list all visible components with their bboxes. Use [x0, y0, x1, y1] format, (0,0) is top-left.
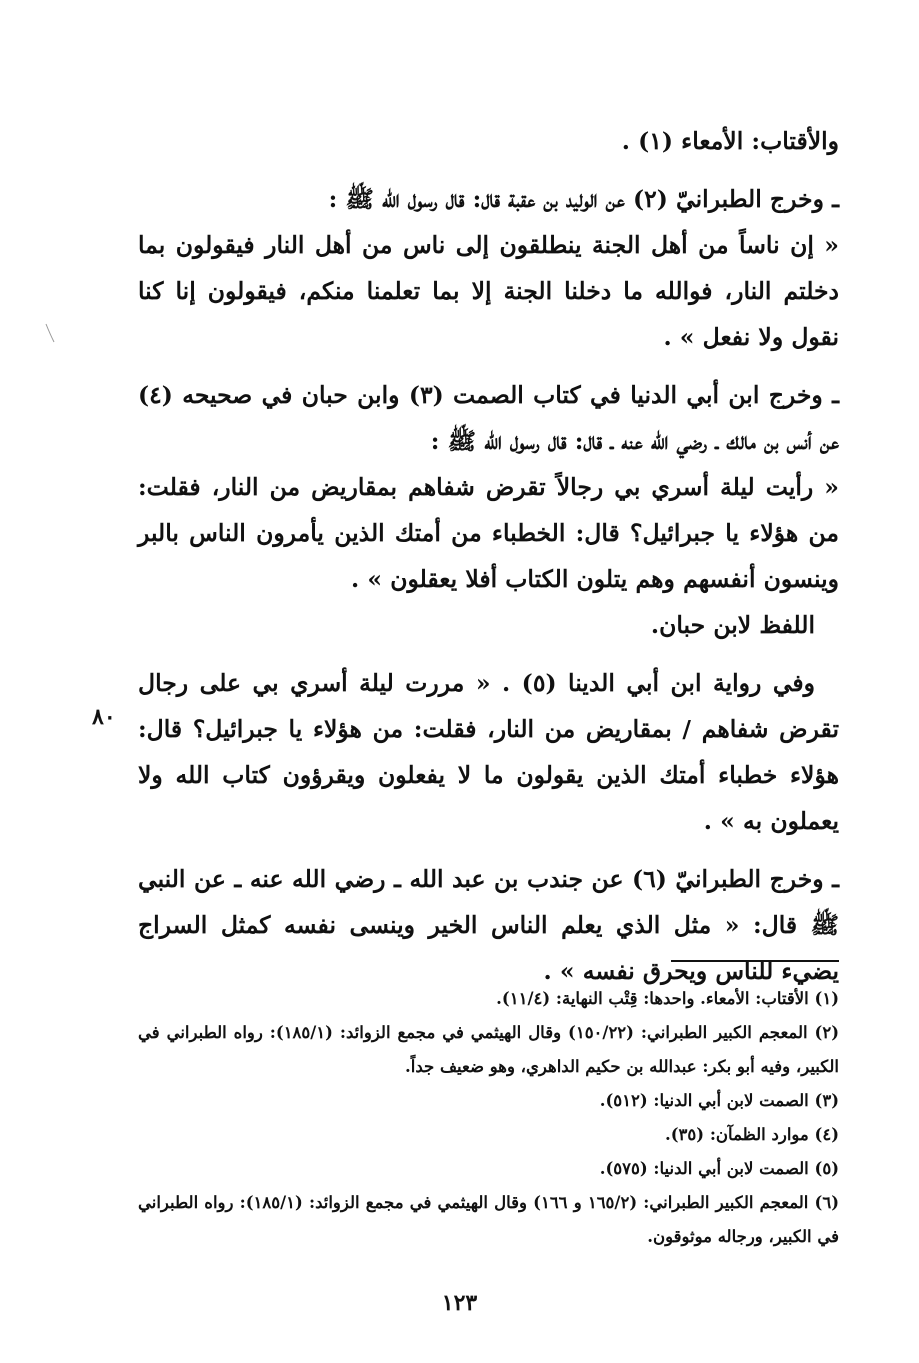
paragraph-3: « إن ناساً من أهل الجنة ينطلقون إلى ناس من أهل النار فيقولون بما دخلتم النار، فوالله ما دخلنا الجنة إلا بما تعلمنا منكم، فيقولون إنا كنا نقول ولا نفعل » .: [138, 231, 839, 351]
paragraph-4: ـ وخرج ابن أبي الدنيا في كتاب الصمت (٣) وابن حبان في صحيحه (٤) عن أنس بن مالك ـ رضي الله عنه ـ قال: قال رسول الله ﷺ :: [138, 381, 839, 455]
margin-page-marker: ٨٠: [92, 704, 116, 730]
footnote-6: (٦) المعجم الكبير الطبراني: (١٦٥/٢ و ١٦٦) وقال الهيثمي في مجمع الزوائد: (١٨٥/١): رواه الطبراني في الكبير، ورجاله موثوقون.: [138, 1193, 839, 1246]
paragraph-6: اللفظ لابن حبان.: [650, 611, 815, 639]
paragraph-1: والأقتاب: الأمعاء (١) .: [621, 127, 839, 155]
margin-stray-mark: [44, 322, 58, 344]
footnote-4: (٤) موارد الظمآن: (٣٥).: [664, 1125, 839, 1144]
paragraph-5: « رأيت ليلة أسري بي رجالاً تقرض شفاهم بمقاريض من النار، فقلت: من هؤلاء يا جبرائيل؟ قال: الخطباء من أمتك الذين يأمرون الناس بالبر وينسون أنفسهم وهم يتلون الكتاب أفلا يعقلون » .: [138, 473, 839, 593]
paragraph-7: وفي رواية ابن أبي الدينا (٥) . « مررت ليلة أسري بي على رجال تقرض شفاهم / بمقاريض من النار، فقلت: من هؤلاء يا جبرائيل؟ قال: هؤلاء خطباء أمتك الذين يقولون ما لا يفعلون ويقرؤون كتاب الله ولا يعملون به » .: [138, 669, 839, 835]
footnotes: [138, 982, 839, 1254]
paragraph-2: ـ وخرج الطبرانيّ (٢) عن الوليد بن عقبة قال: قال رسول الله ﷺ :: [328, 185, 839, 213]
main-text-body: [138, 118, 839, 994]
footnote-1: (١) الأقتاب: الأمعاء. واحدها: قِتْب النهاية: (١١/٤).: [496, 989, 839, 1008]
footnote-separator: [671, 960, 839, 962]
footnote-5: (٥) الصمت لابن أبي الدنيا: (٥٧٥).: [599, 1159, 839, 1178]
paragraph-8: ـ وخرج الطبرانيّ (٦) عن جندب بن عبد الله ـ رضي الله عنه ـ عن النبي ﷺ قال: « مثل الذي يعلم الناس الخير وينسى نفسه كمثل السراج يضيء للناس ويحرق نفسه » .: [138, 865, 839, 985]
page-number: ١٢٣: [441, 1290, 478, 1316]
footnote-2: (٢) المعجم الكبير الطبراني: (١٥٠/٢٢) وقال الهيثمي في مجمع الزوائد: (١٨٥/١): رواه الطبراني في الكبير، وفيه أبو بكر: عبدالله بن حكيم الداهري، وهو ضعيف جداً.: [138, 1023, 840, 1076]
footnote-3: (٣) الصمت لابن أبي الدنيا: (٥١٢).: [599, 1091, 839, 1110]
